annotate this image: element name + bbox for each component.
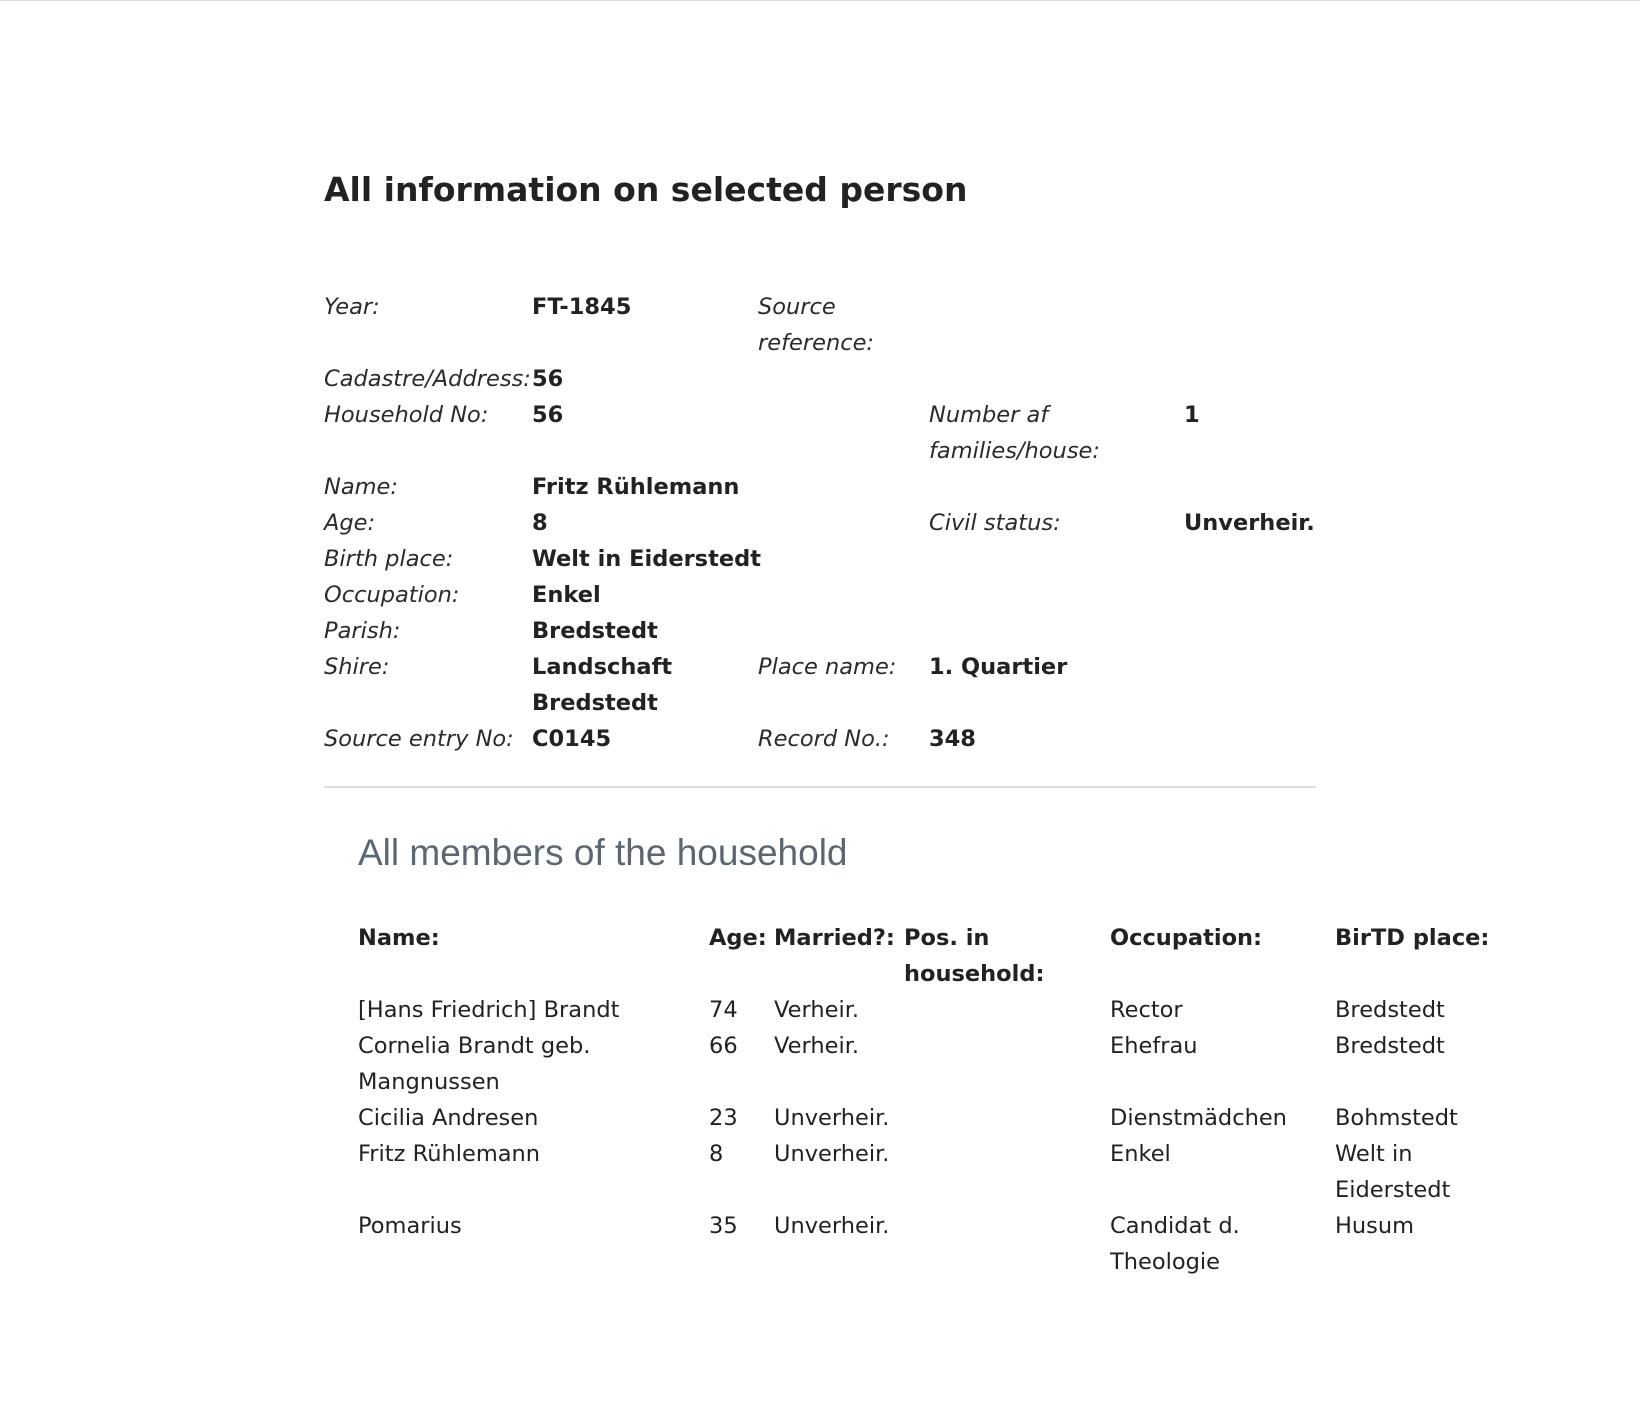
row-3-name: Cicilia Andresen bbox=[358, 1105, 539, 1131]
row-5-occupation: Candidat d. Theologie bbox=[1110, 1213, 1240, 1275]
header-age: Age: bbox=[709, 925, 767, 951]
row-4-occupation: Enkel bbox=[1110, 1141, 1171, 1167]
record-no-value: 348 bbox=[929, 726, 976, 752]
age-value: 8 bbox=[532, 510, 548, 536]
page-title: All information on selected person bbox=[324, 170, 968, 209]
row-4-name: Fritz Rühlemann bbox=[358, 1141, 541, 1167]
age-label: Age: bbox=[324, 510, 376, 536]
cadastre-value: 56 bbox=[532, 366, 564, 392]
row-3-occupation: Dienstmädchen bbox=[1110, 1105, 1287, 1131]
families-label: Number af families/house: bbox=[929, 402, 1100, 464]
header-birth-place: BirTD place: bbox=[1335, 925, 1490, 951]
source-entry-value: C0145 bbox=[532, 726, 612, 752]
row-1-married: Verheir. bbox=[774, 997, 860, 1023]
section-divider bbox=[324, 786, 1316, 788]
row-1-name: [Hans Friedrich] Brandt bbox=[358, 997, 620, 1023]
row-3-married: Unverheir. bbox=[774, 1105, 890, 1131]
row-5-age: 35 bbox=[709, 1213, 738, 1239]
birth-place-value: Welt in Eiderstedt bbox=[532, 546, 761, 572]
row-1-occupation: Rector bbox=[1110, 997, 1183, 1023]
civil-status-value: Unverheir. bbox=[1184, 510, 1315, 536]
row-2-birth-place: Bredstedt bbox=[1335, 1033, 1445, 1059]
row-2-name: Cornelia Brandt geb. Mangnussen bbox=[358, 1033, 591, 1095]
row-1-age: 74 bbox=[709, 997, 738, 1023]
occupation-label: Occupation: bbox=[324, 582, 460, 608]
header-married: Married?: bbox=[774, 925, 895, 951]
birth-place-label: Birth place: bbox=[324, 546, 454, 572]
header-position: Pos. in household: bbox=[904, 925, 1045, 987]
row-3-age: 23 bbox=[709, 1105, 738, 1131]
household-no-value: 56 bbox=[532, 402, 564, 428]
household-no-label: Household No: bbox=[324, 402, 489, 428]
civil-status-label: Civil status: bbox=[929, 510, 1061, 536]
place-name-value: 1. Quartier bbox=[929, 654, 1068, 680]
header-occupation: Occupation: bbox=[1110, 925, 1263, 951]
row-1-birth-place: Bredstedt bbox=[1335, 997, 1445, 1023]
record-no-label: Record No.: bbox=[758, 726, 890, 752]
row-2-age: 66 bbox=[709, 1033, 738, 1059]
year-label: Year: bbox=[324, 294, 380, 320]
row-2-married: Verheir. bbox=[774, 1033, 860, 1059]
household-title: All members of the household bbox=[358, 832, 848, 873]
source-entry-label: Source entry No: bbox=[324, 726, 514, 752]
row-5-birth-place: Husum bbox=[1335, 1213, 1415, 1239]
shire-label: Shire: bbox=[324, 654, 390, 680]
year-value: FT-1845 bbox=[532, 294, 632, 320]
row-4-birth-place: Welt in Eiderstedt bbox=[1335, 1141, 1451, 1203]
parish-label: Parish: bbox=[324, 618, 401, 644]
row-3-birth-place: Bohmstedt bbox=[1335, 1105, 1458, 1131]
cadastre-label: Cadastre/Address: bbox=[324, 366, 531, 392]
source-reference-label: Source reference: bbox=[758, 294, 875, 356]
families-value: 1 bbox=[1184, 402, 1200, 428]
header-name: Name: bbox=[358, 925, 440, 951]
parish-value: Bredstedt bbox=[532, 618, 658, 644]
shire-value: Landschaft Bredstedt bbox=[532, 654, 673, 716]
occupation-value: Enkel bbox=[532, 582, 601, 608]
name-label: Name: bbox=[324, 474, 398, 500]
household-table bbox=[358, 920, 1618, 1300]
place-name-label: Place name: bbox=[758, 654, 897, 680]
row-5-name: Pomarius bbox=[358, 1213, 462, 1239]
row-4-married: Unverheir. bbox=[774, 1141, 890, 1167]
row-4-age: 8 bbox=[709, 1141, 724, 1167]
person-info bbox=[324, 0, 1324, 780]
row-2-occupation: Ehefrau bbox=[1110, 1033, 1198, 1059]
row-5-married: Unverheir. bbox=[774, 1213, 890, 1239]
name-value: Fritz Rühlemann bbox=[532, 474, 740, 500]
